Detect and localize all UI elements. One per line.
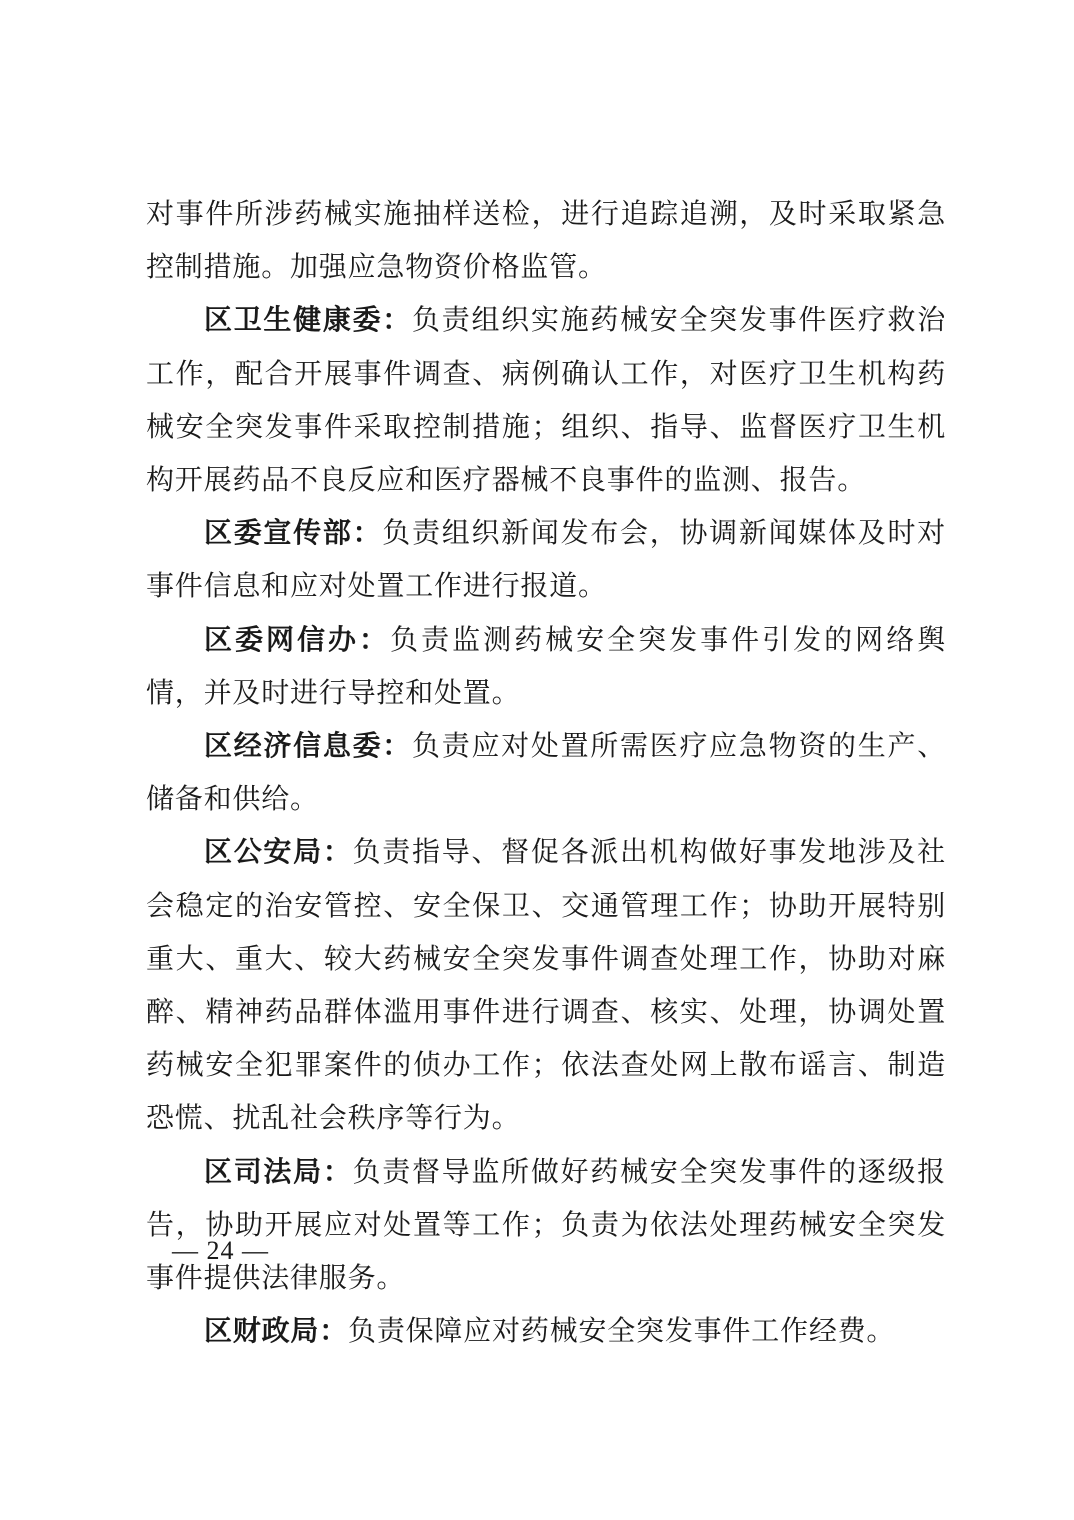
department-name: 区委宣传部：	[204, 516, 383, 550]
paragraph-justice-bureau	[146, 1145, 946, 1305]
department-name: 区委网信办：	[204, 622, 391, 656]
department-duty: 负责应对处置所需医疗应急物资的生产、储备和供给。	[146, 729, 946, 816]
paragraph-health-commission	[146, 293, 946, 506]
department-duty: 负责督导监所做好药械安全突发事件的逐级报告，协助开展应对处置等工作；负责为依法处理药械安全突发事件提供法律服务。	[146, 1154, 946, 1295]
department-duty: 负责指导、督促各派出机构做好事发地涉及社会稳定的治安管控、安全保卫、交通管理工作；协助开展特别重大、重大、较大药械安全突发事件调查处理工作，协助对麻醉、精神药品群体滥用事件进行调查、核实、处理，协调处置药械安全犯罪案件的侦办工作；依法查处网上散布谣言、制造恐慌、扰乱社会秩序等行为。	[146, 835, 946, 1135]
department-name: 区卫生健康委：	[204, 303, 413, 337]
department-duty: 负责组织实施药械安全突发事件医疗救治工作，配合开展事件调查、病例确认工作，对医疗卫生机构药械安全突发事件采取控制措施；组织、指导、监督医疗卫生机构开展药品不良反应和医疗器械不良事件的监测、报告。	[146, 303, 946, 497]
department-duty: 负责监测药械安全突发事件引发的网络舆情，并及时进行导控和处置。	[146, 622, 946, 709]
page-number: — 24 —	[172, 1236, 269, 1265]
opening-paragraph: 对事件所涉药械实施抽样送检，进行追踪追溯，及时采取紧急控制措施。加强应急物资价格监管。	[146, 197, 946, 284]
paragraph-finance-bureau	[146, 1304, 946, 1357]
department-name: 区司法局：	[204, 1154, 353, 1188]
document-body	[146, 187, 946, 1357]
paragraph-publicity-department	[146, 506, 946, 612]
paragraph-cyberspace-office	[146, 613, 946, 719]
department-duty: 负责组织新闻发布会，协调新闻媒体及时对事件信息和应对处置工作进行报道。	[146, 516, 946, 603]
paragraph-economy-commission	[146, 719, 946, 825]
department-name: 区公安局：	[204, 835, 353, 869]
department-name: 区财政局：	[204, 1314, 349, 1348]
paragraph-public-security	[146, 825, 946, 1144]
department-duty: 负责保障应对药械安全突发事件工作经费。	[348, 1314, 896, 1348]
department-name: 区经济信息委：	[204, 729, 413, 763]
